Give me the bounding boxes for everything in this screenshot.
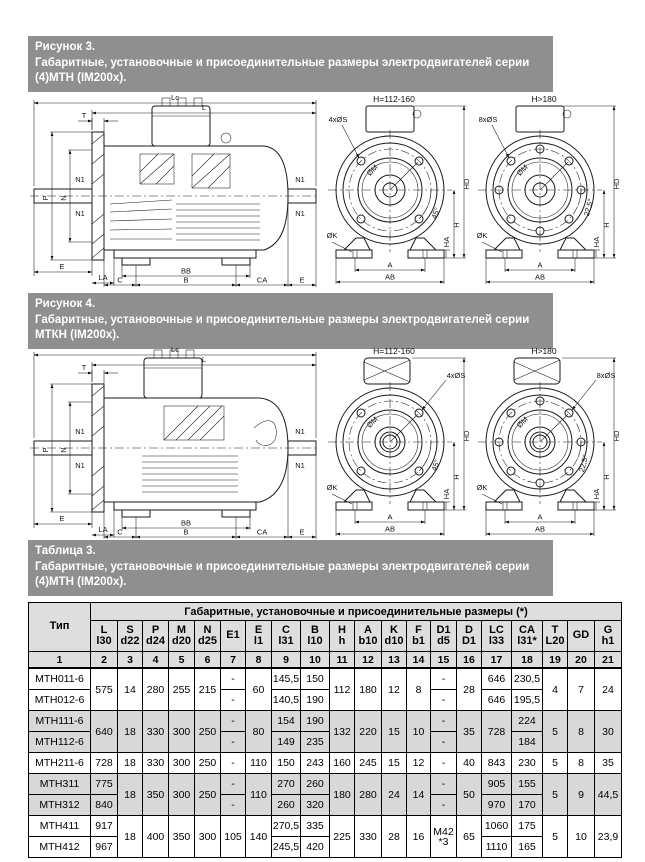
table-cell: 15 [431, 652, 457, 669]
table-cell: 80 [246, 711, 272, 753]
table-cell: 112 [330, 668, 355, 711]
table-row [29, 668, 622, 690]
table-cell: - [431, 795, 457, 816]
motor-details [92, 98, 260, 258]
dimension-lines [486, 106, 616, 284]
table-cell: 150 [272, 753, 301, 774]
dim-label-dm: ØM [514, 414, 530, 430]
dim-label-dm: ØM [364, 414, 380, 430]
table-cell: 110 [246, 774, 272, 816]
dim-label-bb: BB [180, 518, 192, 528]
dim-label-hd: HD [462, 430, 471, 442]
type-cell: МТН011-6 [29, 668, 91, 690]
dim-label-dk: ØK [476, 483, 488, 492]
shaft-label-n1: N1 [75, 175, 85, 184]
table-cell: 105 [221, 816, 246, 858]
table-cell: T L20 [543, 621, 568, 652]
table-cell: 12 [355, 652, 382, 669]
table-cell: E1 [221, 621, 246, 652]
dim-label-b: B [183, 275, 189, 285]
table-cell: 9 [568, 774, 595, 816]
dimension-lines [486, 358, 616, 536]
table-cell: 190 [301, 711, 330, 732]
table-cell: 8 [246, 652, 272, 669]
dim-label-n: N [59, 447, 68, 453]
table-cell: 10 [568, 816, 595, 858]
dimension-lines [336, 106, 466, 284]
table-cell: 4 [543, 668, 568, 711]
table-cell: 184 [512, 732, 543, 753]
angle-label: 22,5° [581, 197, 596, 218]
table-cell: 5 [543, 711, 568, 753]
table-cell: 420 [301, 837, 330, 858]
table-cell: 7 [221, 652, 246, 669]
table-cell: 3 [118, 652, 143, 669]
dim-label-ab: AB [384, 524, 396, 534]
table-cell: - [431, 711, 457, 732]
dim-label-ab: AB [384, 272, 396, 282]
dim-label-dm: ØM [514, 162, 530, 178]
table-cell: 155 [512, 774, 543, 795]
front-view-title: H>180 [531, 94, 557, 104]
table-cell: 400 [143, 816, 169, 858]
table-cell: H h [330, 621, 355, 652]
table-cell: 4 [143, 652, 169, 669]
table-cell: 1110 [482, 837, 512, 858]
dimension-lines [336, 358, 466, 536]
table-cell: 19 [543, 652, 568, 669]
bolt-holes-label: 8xØS [478, 115, 498, 124]
table-cell: 180 [355, 668, 382, 711]
table-cell: 12 [382, 668, 407, 711]
dim-label-n: N [59, 195, 68, 201]
table-cell: 575 [91, 668, 118, 711]
dim-label-e: E [59, 262, 65, 271]
table-cell: 175 [512, 816, 543, 837]
table-cell: 160 [330, 753, 355, 774]
table-cell: 215 [195, 668, 221, 711]
fig4-front-view-large [474, 344, 624, 540]
table-cell: 15 [382, 753, 407, 774]
table-cell: 280 [143, 668, 169, 711]
dim-label-a: A [387, 512, 393, 522]
center-lines [328, 130, 452, 252]
type-cell: МТН111-6 [29, 711, 91, 732]
table3-caption [28, 540, 553, 596]
motor-outline [34, 358, 316, 517]
table-row [29, 753, 622, 774]
table-cell: 1 [29, 652, 91, 669]
dim-label-ca: CA [256, 275, 268, 285]
dim-label-t: T [81, 363, 87, 372]
table-cell: 14 [407, 652, 431, 669]
table-cell: 245,5 [272, 837, 301, 858]
table-cell: 10 [407, 711, 431, 753]
dim-label-dk: ØK [326, 231, 338, 240]
figure3-drawing [24, 92, 624, 288]
table-cell: 250 [195, 711, 221, 753]
table-cell: 180 [330, 774, 355, 816]
table-cell: 300 [169, 711, 195, 753]
type-cell: МТН412 [29, 837, 91, 858]
type-cell: МТН312 [29, 795, 91, 816]
table-cell: 149 [272, 732, 301, 753]
table-cell: 6 [195, 652, 221, 669]
motor-details [92, 350, 276, 510]
table-cell: - [221, 690, 246, 711]
table-cell: 145,5 [272, 668, 301, 690]
table-cell: 50 [457, 774, 482, 816]
table3-caption-title: Таблица 3. [35, 545, 96, 557]
table-row [29, 837, 622, 858]
table-cell: 110 [246, 753, 272, 774]
table-cell: 170 [512, 795, 543, 816]
dim-label-lc: Lc [171, 345, 179, 354]
table-cell: 230,5 [512, 668, 543, 690]
table-cell: - [431, 774, 457, 795]
table-cell: - [431, 668, 457, 690]
type-cell: МТН012-6 [29, 690, 91, 711]
table-cell: 9 [272, 652, 301, 669]
dim-label-ha: HA [592, 488, 601, 500]
table-cell: 20 [568, 652, 595, 669]
table-cell: 10 [301, 652, 330, 669]
table-cell: 18 [118, 816, 143, 858]
dim-label-e2: E [299, 527, 305, 537]
shaft-label-n1: N1 [75, 427, 85, 436]
table-cell: 140 [246, 816, 272, 858]
center-lines [478, 382, 602, 504]
figure3-caption-title: Рисунок 3. [35, 41, 96, 53]
table-cell: 225 [330, 816, 355, 858]
center-lines [328, 382, 452, 504]
dim-label-e: E [59, 514, 65, 523]
center-lines [478, 130, 602, 252]
shaft-label-n1: N1 [295, 461, 305, 470]
figure3-caption [28, 36, 553, 92]
table-cell: 243 [301, 753, 330, 774]
table-cell: 640 [91, 711, 118, 753]
table-cell: 35 [595, 753, 622, 774]
type-cell: МТН311 [29, 774, 91, 795]
table-cell: 30 [595, 711, 622, 753]
table-cell: 970 [482, 795, 512, 816]
table-row [29, 774, 622, 795]
table-cell: K d10 [382, 621, 407, 652]
table-cell: 190 [301, 690, 330, 711]
fig4-front-view-small [324, 344, 474, 540]
table-cell: 330 [143, 711, 169, 753]
table-cell: 44,5 [595, 774, 622, 816]
dim-label-hd: HD [612, 430, 621, 442]
table-row [29, 795, 622, 816]
table-cell: - [431, 690, 457, 711]
front-view-title: H>180 [531, 346, 557, 356]
table-cell: 335 [301, 816, 330, 837]
table-cell: N d25 [195, 621, 221, 652]
figure4-caption-title: Рисунок 4. [35, 298, 96, 310]
table-cell: 967 [91, 837, 118, 858]
table-cell: 255 [169, 668, 195, 711]
angle-label: 45° [429, 206, 442, 221]
table-cell: 140,5 [272, 690, 301, 711]
dim-label-lc: Lc [171, 93, 179, 102]
dim-label-h: H [452, 222, 461, 228]
dim-label-hd: HD [612, 178, 621, 190]
dim-label-ha: HA [592, 236, 601, 248]
dim-label-c: C [117, 275, 123, 285]
table-cell: 646 [482, 690, 512, 711]
table-cell: 230 [512, 753, 543, 774]
type-cell: МТН411 [29, 816, 91, 837]
table-cell: 224 [512, 711, 543, 732]
table-cell: 280 [355, 774, 382, 816]
table-cell: 28 [382, 816, 407, 858]
dim-label-h: H [602, 474, 611, 480]
table-cell: 917 [91, 816, 118, 837]
dim-label-p: P [41, 447, 50, 453]
col-header-type: Тип [29, 603, 91, 652]
table-cell: 18 [118, 711, 143, 753]
shaft-label-n1: N1 [75, 209, 85, 218]
motor-outline [34, 106, 316, 265]
table-cell: 843 [482, 753, 512, 774]
table-cell: GD [568, 621, 595, 652]
table-cell: 840 [91, 795, 118, 816]
table-cell: 728 [482, 711, 512, 753]
table-cell: - [221, 668, 246, 690]
dim-label-hd: HD [462, 178, 471, 190]
table3-caption-body: Габаритные, установочные и присоединительные размеры электродвигателей серии (4)МТН (IM200x). [35, 560, 530, 588]
table-cell: 35 [457, 711, 482, 753]
table-cell: 300 [169, 774, 195, 816]
figure3-caption-body: Габаритные, установочные и присоединительные размеры электродвигателей серии (4)МТН (IM200x). [35, 56, 530, 84]
dim-label-la: LA [98, 273, 108, 282]
table-cell: M42 *3 [431, 816, 457, 858]
table-cell: 18 [118, 753, 143, 774]
table-cell: A b10 [355, 621, 382, 652]
table-cell: 270 [272, 774, 301, 795]
dim-label-ha: HA [442, 236, 451, 248]
type-cell: МТН112-6 [29, 732, 91, 753]
table-cell: 260 [272, 795, 301, 816]
fig4-motor-side-view [24, 344, 324, 540]
dim-label-p: P [41, 195, 50, 201]
dim-label-la: LA [98, 525, 108, 534]
figure4-caption [28, 293, 553, 349]
table-cell: 350 [169, 816, 195, 858]
table-cell: LC l33 [482, 621, 512, 652]
table-cell: 24 [382, 774, 407, 816]
table-cell: 18 [118, 774, 143, 816]
table-cell: CA l31* [512, 621, 543, 652]
table-row [29, 711, 622, 732]
fig3-front-view-large [474, 92, 624, 288]
dim-label-a: A [537, 260, 543, 270]
dim-label-l: L [201, 355, 207, 364]
table-cell: 5 [543, 753, 568, 774]
table-cell: - [431, 732, 457, 753]
table-cell: 165 [512, 837, 543, 858]
table-cell: S d22 [118, 621, 143, 652]
table-cell: 8 [568, 753, 595, 774]
dim-label-c: C [117, 527, 123, 537]
table-cell: B l10 [301, 621, 330, 652]
table-cell: 12 [407, 753, 431, 774]
front-view-title: H=112-160 [373, 346, 415, 356]
dim-label-ha: HA [442, 488, 451, 500]
table-cell: 18 [512, 652, 543, 669]
table-cell: - [221, 732, 246, 753]
table-cell: 65 [457, 816, 482, 858]
dim-label-bb: BB [180, 266, 192, 276]
shaft-label-n1: N1 [295, 175, 305, 184]
dim-label-t: T [81, 111, 87, 120]
table-cell: - [221, 711, 246, 732]
dimension-lines [34, 352, 316, 539]
table-cell: F b1 [407, 621, 431, 652]
table-cell: 14 [118, 668, 143, 711]
table-cell: 28 [457, 668, 482, 711]
shaft-label-n1: N1 [295, 427, 305, 436]
table-cell: 320 [301, 795, 330, 816]
table-cell: 15 [382, 711, 407, 753]
table-cell: 646 [482, 668, 512, 690]
table-cell: 7 [568, 668, 595, 711]
table-cell: D1 d5 [431, 621, 457, 652]
table-cell: 8 [568, 711, 595, 753]
table-cell: 21 [595, 652, 622, 669]
table-cell: 2 [91, 652, 118, 669]
bolt-holes-label: 4xØS [328, 115, 348, 124]
table-cell: 154 [272, 711, 301, 732]
shaft-label-n1: N1 [295, 209, 305, 218]
dimension-lines [34, 100, 316, 287]
table-cell: 728 [91, 753, 118, 774]
table-cell: 270,5 [272, 816, 301, 837]
shaft-label-n1: N1 [75, 461, 85, 470]
table-cell: 60 [246, 668, 272, 711]
front-view-title: H=112-160 [373, 94, 415, 104]
table-cell: 5 [543, 774, 568, 816]
table-cell: M d20 [169, 621, 195, 652]
table-cell: 195,5 [512, 690, 543, 711]
table-cell: 16 [457, 652, 482, 669]
dim-label-e2: E [299, 275, 305, 285]
table-cell: 1060 [482, 816, 512, 837]
table-cell: 330 [143, 753, 169, 774]
table-cell: 132 [330, 711, 355, 753]
table-row [29, 816, 622, 837]
bolt-holes-label: 8xØS [596, 371, 616, 380]
dim-label-a: A [537, 512, 543, 522]
table-cell: 23,9 [595, 816, 622, 858]
dim-label-dk: ØK [326, 483, 338, 492]
table-cell: G h1 [595, 621, 622, 652]
table-span-header: Габаритные, установочные и присоединительные размеры (*) [91, 603, 622, 621]
table-cell: 14 [407, 774, 431, 816]
dimensions-table [28, 602, 622, 858]
table-cell: 220 [355, 711, 382, 753]
fig3-front-view-small [324, 92, 474, 288]
dim-label-h: H [602, 222, 611, 228]
table-cell: - [221, 774, 246, 795]
table-cell: 350 [143, 774, 169, 816]
angle-label: 22,5° [576, 453, 591, 474]
table-cell: 17 [482, 652, 512, 669]
table-cell: 300 [169, 753, 195, 774]
dim-label-l: L [201, 103, 207, 112]
table-cell: - [431, 753, 457, 774]
table-cell: 13 [382, 652, 407, 669]
dim-label-a: A [387, 260, 393, 270]
table-cell: 330 [355, 816, 382, 858]
table-cell: 300 [195, 816, 221, 858]
dim-label-ab: AB [534, 524, 546, 534]
dim-label-dk: ØK [476, 231, 488, 240]
dim-label-dm: ØM [364, 162, 380, 178]
table-cell: 250 [195, 753, 221, 774]
table-cell: 8 [407, 668, 431, 711]
table-cell: 905 [482, 774, 512, 795]
table-cell: 11 [330, 652, 355, 669]
bolt-holes-label: 4xØS [446, 371, 466, 380]
dim-label-ca: CA [256, 527, 268, 537]
table-cell: 16 [407, 816, 431, 858]
dim-label-ab: AB [534, 272, 546, 282]
table-cell: 150 [301, 668, 330, 690]
table-cell: - [221, 753, 246, 774]
dim-label-b: B [183, 527, 189, 537]
figure4-drawing [24, 344, 624, 540]
table-cell: P d24 [143, 621, 169, 652]
table-cell: D D1 [457, 621, 482, 652]
table-cell: L l30 [91, 621, 118, 652]
table-cell: 24 [595, 668, 622, 711]
table-cell: - [221, 795, 246, 816]
table-cell: E l1 [246, 621, 272, 652]
angle-label: 45° [429, 458, 442, 473]
table-cell: C l31 [272, 621, 301, 652]
table-cell: 775 [91, 774, 118, 795]
table-cell: 235 [301, 732, 330, 753]
figure4-caption-body: Габаритные, установочные и присоединительные размеры электродвигателей серии МТКН (IM200x). [35, 313, 530, 341]
table-cell: 260 [301, 774, 330, 795]
type-cell: МТН211-6 [29, 753, 91, 774]
table-cell: 40 [457, 753, 482, 774]
table-cell: 250 [195, 774, 221, 816]
table-cell: 5 [543, 816, 568, 858]
table-cell: 245 [355, 753, 382, 774]
dim-label-h: H [452, 474, 461, 480]
fig3-motor-side-view [24, 92, 324, 288]
table-cell: 5 [169, 652, 195, 669]
